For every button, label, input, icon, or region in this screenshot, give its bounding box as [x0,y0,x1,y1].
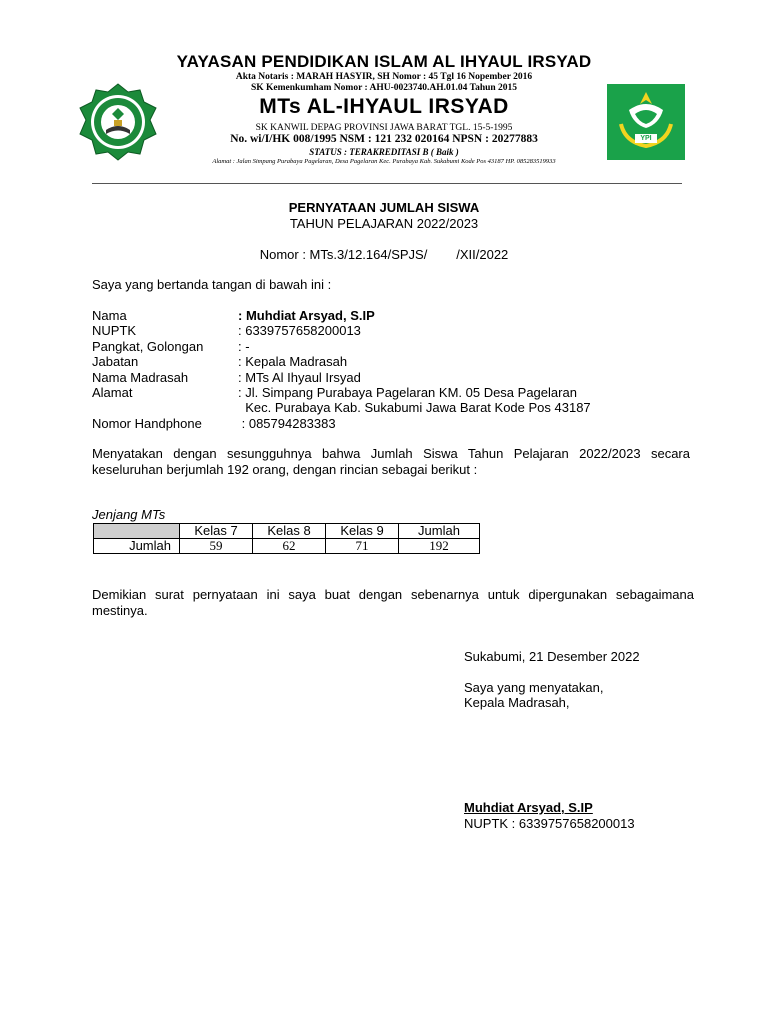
sk-kemenkumham-line: SK Kemenkumham Nomor : AHU-0023740.AH.01.04 Tahun 2015 [250,83,518,93]
statement-paragraph: Menyatakan dengan sesungguhnya bahwa Jumlah Siswa Tahun Pelajaran 2022/2023 secara keseluruhan berjumlah 192 orang, dengan rincian sebagai berikut : [92,446,690,477]
field-label-pangkat: Pangkat, Golongan [92,339,204,354]
academic-year: TAHUN PELAJARAN 2022/2023 [289,216,479,231]
student-count-table [93,523,480,554]
table-header-cell: Kelas 7 [180,524,253,539]
declarant-text: Saya yang menyatakan, [464,680,604,695]
foundation-name: YAYASAN PENDIDIKAN ISLAM AL IHYAUL IRSYAD [176,52,592,71]
closing-paragraph: Demikian surat pernyataan ini saya buat dengan sebenarnya untuk dipergunakan sebagaimana mestinya. [92,587,694,618]
header-divider [92,183,682,184]
field-label-jabatan: Jabatan [92,354,139,369]
status-line: STATUS : TERAKREDITASI B ( Baik ) [309,147,459,157]
student-count-table-wrap [93,523,480,554]
document-number: Nomor : MTs.3/12.164/SPJS/ /XII/2022 [259,247,509,262]
field-value-alamat: : Jl. Simpang Purabaya Pagelaran KM. 05 Desa Pagelaran [238,385,577,400]
table-header-row [94,524,480,539]
school-name: MTs AL-IHYAUL IRSYAD [259,95,509,118]
field-label-nuptk: NUPTK [92,323,137,338]
field-label-handphone: Nomor Handphone [92,416,202,431]
table-header-cell: Kelas 8 [253,524,326,539]
registration-line: No. wi/I/HK 008/1995 NSM : 121 232 020164 NPSN : 20277883 [230,133,538,145]
field-value-madrasah: : MTs Al Ihyaul Irsyad [238,370,361,385]
table-row [94,539,480,554]
field-label-alamat: Alamat [92,385,133,400]
table-cell: 71 [326,539,399,554]
field-label-nama: Nama [92,308,127,323]
table-cell: 59 [180,539,253,554]
table-header-cell: Jumlah [399,524,480,539]
table-cell: 192 [399,539,480,554]
place-date: Sukabumi, 21 Desember 2022 [464,649,640,664]
sk-kanwil-line: SK KANWIL DEPAG PROVINSI JAWA BARAT TGL. 15-5-1995 [255,123,513,133]
table-cell: 62 [253,539,326,554]
notary-line: Akta Notaris : MARAH HASYIR, SH Nomor : 45 Tgl 16 Nopember 2016 [235,72,533,82]
document-title: PERNYATAAN JUMLAH SISWA [288,200,480,215]
field-value-pangkat: : - [238,339,250,354]
field-value-handphone: : 085794283383 [238,416,336,431]
intro-text: Saya yang bertanda tangan di bawah ini : [92,277,332,292]
signer-nuptk: NUPTK : 6339757658200013 [464,816,635,831]
field-label-madrasah: Nama Madrasah [92,370,189,385]
address-line: Alamat : Jalan Simpang Purabaya Pagelaran, Desa Pagelaran Kec. Purabaya Kab. Sukabumi Kode Pos 43187 HP. 085283519933 [212,158,556,165]
signer-name: Muhdiat Arsyad, S.IP [464,800,593,815]
field-value-jabatan: : Kepala Madrasah [238,354,348,369]
field-value-nama: : Muhdiat Arsyad, S.IP [238,308,375,323]
ypi-logo-text: YPI [640,135,652,142]
field-value-alamat-line2: Kec. Purabaya Kab. Sukabumi Jawa Barat Kode Pos 43187 [238,400,591,415]
table-row-label: Jumlah [94,539,180,554]
table-corner-cell [94,524,180,539]
field-value-nuptk: : 6339757658200013 [238,323,361,338]
table-header-cell: Kelas 9 [326,524,399,539]
level-label: Jenjang MTs [92,507,166,522]
position-text: Kepala Madrasah, [464,695,570,710]
